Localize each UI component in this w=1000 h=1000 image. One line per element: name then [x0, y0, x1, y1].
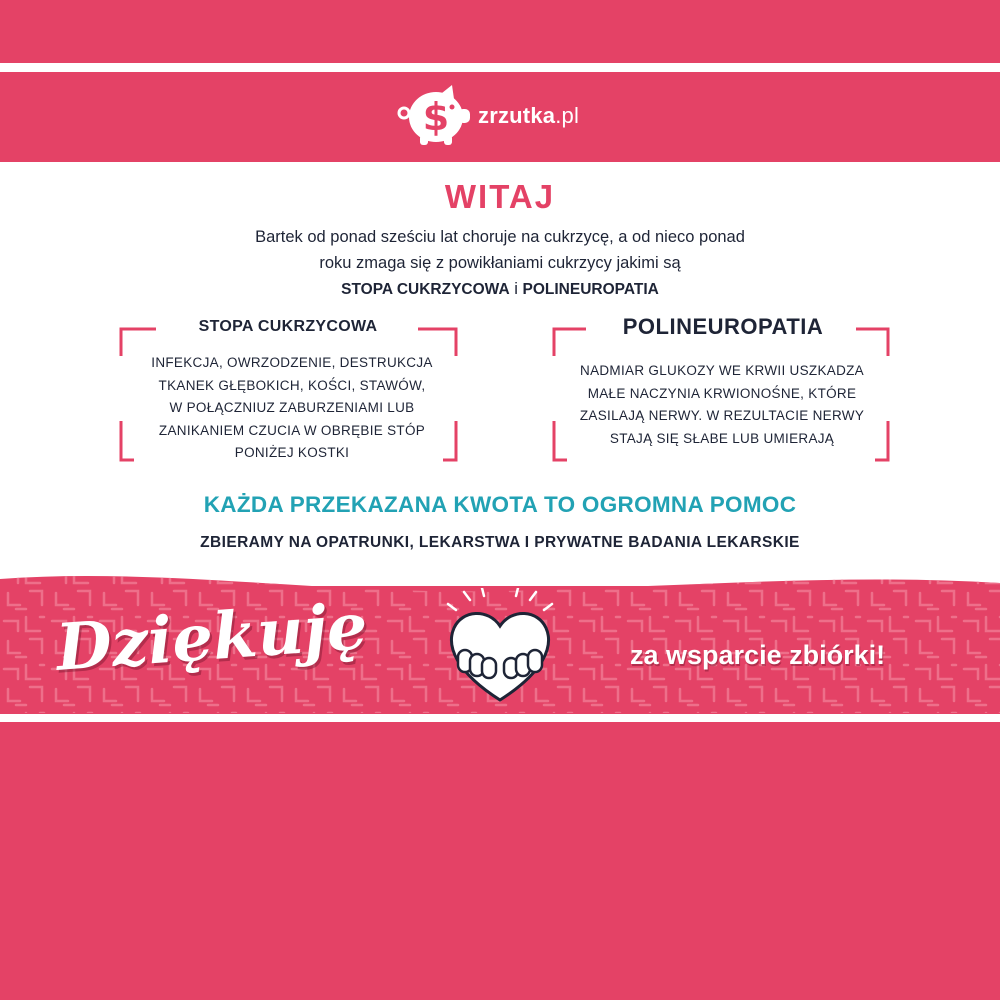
left-box-title: STOPA CUKRZYCOWA	[170, 318, 406, 336]
support-text: za wsparcie zbiórki!	[630, 640, 886, 670]
intro-line-1: Bartek od ponad sześciu lat choruje na cukrzycę, a od nieco ponad	[255, 228, 745, 246]
piggy-bank-dollar-icon	[392, 83, 474, 149]
fundraising-purpose: ZBIERAMY NA OPATRUNKI, LEKARSTWA I PRYWATNE BADANIA LEKARSKIE	[200, 534, 800, 551]
top-white-stripe	[0, 63, 1000, 72]
intro-line-3	[150, 276, 850, 303]
page-title: WITAJ	[444, 178, 556, 215]
right-box-line: ZASILAJĄ NERWY. W REZULTACIE NERWY	[579, 408, 865, 423]
call-to-action: KAŻDA PRZEKAZANA KWOTA TO OGROMNA POMOC	[203, 492, 797, 517]
left-box-line: ZANIKANIEM CZUCIA W OBRĘBIE STÓP	[158, 422, 426, 438]
thank-you-script: Dziękuję	[53, 589, 370, 686]
heart-hands-icon	[436, 588, 564, 704]
right-box-title: POLINEUROPATIA	[592, 314, 854, 340]
intro-term-1: STOPA CUKRZYCOWA	[341, 281, 510, 298]
intro-term-2: POLINEUROPATIA	[522, 281, 659, 298]
right-box-line: MAŁE NACZYNIA KRWIONOŚNE, KTÓRE	[587, 385, 857, 401]
svg-text:$: $	[422, 95, 450, 139]
right-box-line: NADMIAR GLUKOZY WE KRWII USZKADZA	[580, 363, 864, 378]
bottom-white-stripe	[0, 714, 1000, 722]
intro-line-2: roku zmaga się z powikłaniami cukrzycy jakimi są	[319, 254, 681, 272]
left-box-line: INFEKCJA, OWRZODZENIE, DESTRUKCJA	[151, 355, 433, 370]
bottom-band	[0, 722, 1000, 1000]
right-box-line: STAJĄ SIĘ SŁABE LUB UMIERAJĄ	[609, 430, 835, 446]
left-box-line: TKANEK GŁĘBOKICH, KOŚCI, STAWÓW,	[158, 377, 426, 393]
intro-conjunction: i	[514, 280, 518, 298]
left-box-line: PONIŻEJ KOSTKI	[234, 445, 350, 460]
top-band	[0, 0, 1000, 63]
logo-tld: .pl	[555, 103, 580, 128]
logo-wordmark	[478, 103, 579, 129]
left-box-text	[126, 352, 458, 465]
zrzutka-logo	[392, 83, 579, 149]
left-box-line: W POŁĄCZNIUZ ZABURZENIAMI LUB	[169, 400, 415, 415]
logo-brand: zrzutka	[478, 103, 556, 128]
right-box-text	[556, 360, 888, 450]
intro-text	[150, 224, 850, 303]
